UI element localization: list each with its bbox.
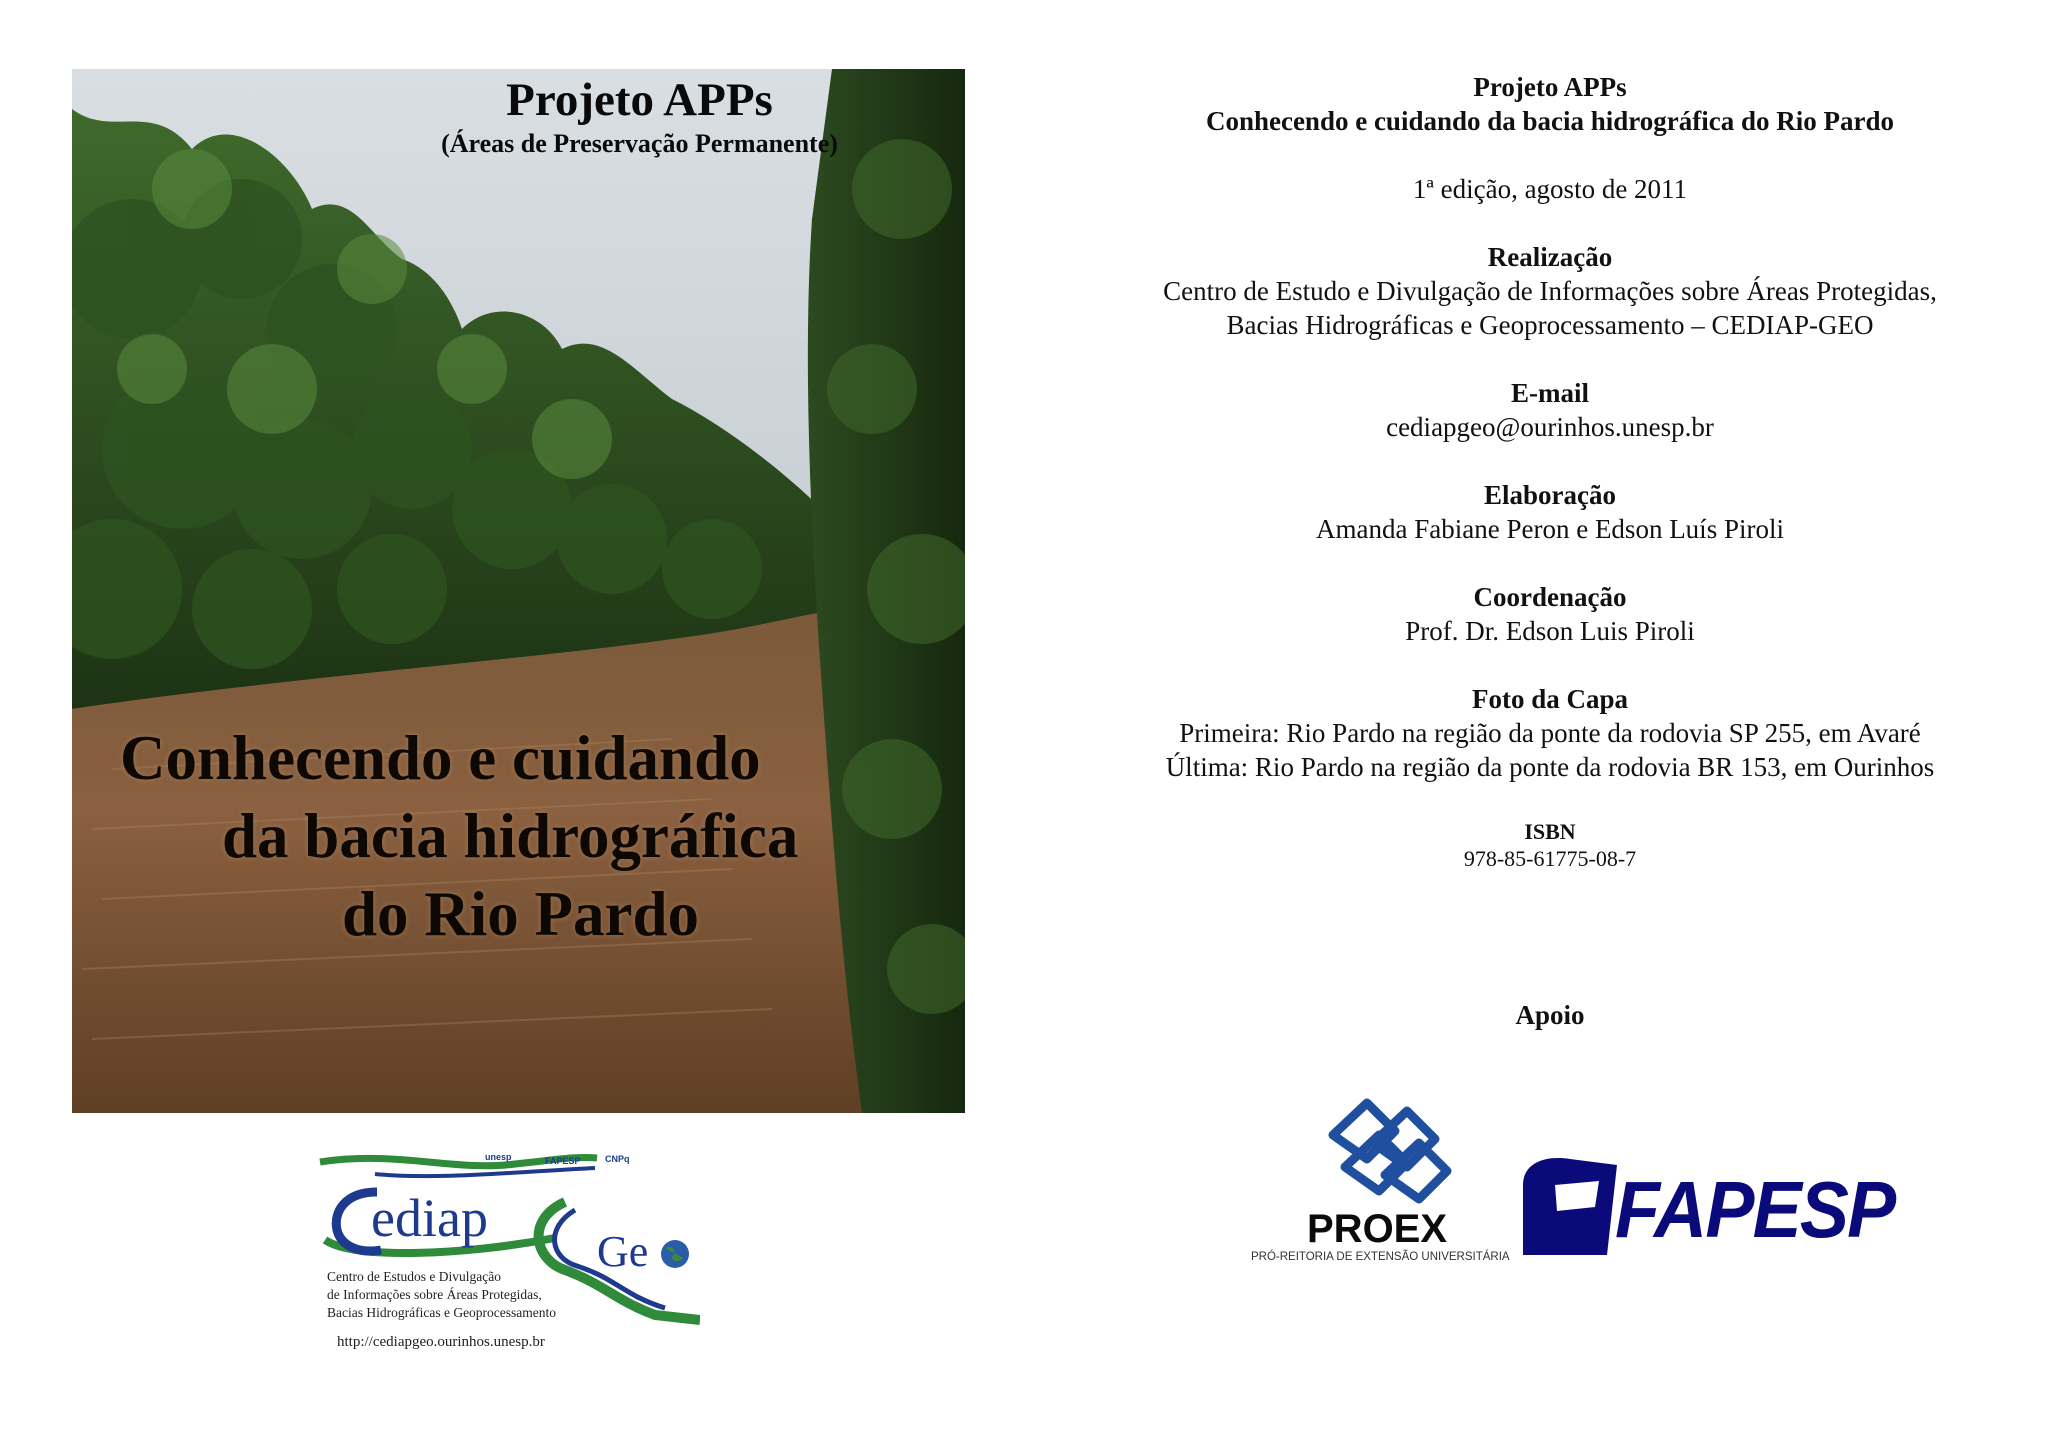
- realizacao-line: Bacias Hidrográficas e Geoprocessamento – CEDIAP-GEO: [1226, 310, 1874, 340]
- fapesp-logo: [1515, 1155, 1895, 1265]
- coordenacao-label: Coordenação: [1473, 582, 1627, 612]
- proex-logo: [1245, 1095, 1515, 1265]
- edition-text: 1ª edição, agosto de 2011: [1412, 174, 1688, 204]
- cediap-url[interactable]: http://cediapgeo.ourinhos.unesp.br: [337, 1334, 545, 1350]
- proex-subtitle: PRÓ-REITORIA DE EXTENSÃO UNIVERSITÁRIA: [1251, 1251, 1510, 1263]
- proex-emblem: [1315, 1095, 1515, 1210]
- isbn-value: 978-85-61775-08-7: [1463, 846, 1637, 871]
- realizacao-label: Realização: [1487, 242, 1613, 272]
- cover-heading-line: da bacia hidrográfica: [222, 801, 799, 871]
- cover-heading-line: Conhecendo e cuidando: [120, 723, 761, 793]
- foto-capa-label: Foto da Capa: [1471, 684, 1628, 714]
- elaboracao-label: Elaboração: [1484, 480, 1616, 510]
- email-label: E-mail: [1511, 378, 1589, 408]
- river-forest-photo: [72, 69, 965, 1113]
- foto-capa-line: Última: Rio Pardo na região da ponte da rodovia BR 153, em Ourinhos: [1165, 752, 1935, 782]
- coordenacao-value: Prof. Dr. Edson Luis Piroli: [1405, 616, 1695, 646]
- foto-capa-line: Primeira: Rio Pardo na região da ponte da rodovia SP 255, em Avaré: [1179, 718, 1921, 748]
- cover-heading: [102, 719, 932, 953]
- proex-name: PROEX: [1307, 1207, 1448, 1251]
- isbn-label: ISBN: [1524, 819, 1576, 844]
- elaboracao-value: Amanda Fabiane Peron e Edson Luís Piroli: [1316, 514, 1784, 544]
- geo-wordmark: Ge: [597, 1227, 649, 1276]
- cover-heading-line: do Rio Pardo: [342, 879, 700, 949]
- svg-text:unesp: unesp: [485, 1152, 512, 1162]
- apoio-label: Apoio: [1515, 1000, 1585, 1030]
- cediap-description: [327, 1268, 627, 1322]
- cover-photo: [72, 69, 965, 1113]
- cediap-description-line: Bacias Hidrográficas e Geoprocessamento: [327, 1305, 557, 1320]
- cover-title: Projeto APPs: [506, 74, 773, 126]
- credits-subtitle: Conhecendo e cuidando da bacia hidrográfica do Rio Pardo: [1205, 106, 1895, 136]
- cediap-geo-logo: [315, 1150, 700, 1360]
- cediap-wordmark: ediap: [371, 1188, 488, 1248]
- cover-subtitle: (Áreas de Preservação Permanente): [441, 129, 838, 158]
- cediap-description-line: de Informações sobre Áreas Protegidas,: [327, 1287, 542, 1302]
- svg-text:CNPq: CNPq: [605, 1154, 630, 1164]
- fapesp-name: FAPESP: [1615, 1165, 1895, 1254]
- realizacao-line: Centro de Estudo e Divulgação de Informações sobre Áreas Protegidas,: [1163, 276, 1937, 306]
- svg-text:FAPESP: FAPESP: [545, 1156, 581, 1166]
- credits-title: Projeto APPs: [1473, 72, 1627, 102]
- email-value[interactable]: cediapgeo@ourinhos.unesp.br: [1386, 412, 1714, 442]
- credits-page: [1090, 70, 2010, 872]
- fapesp-emblem: [1515, 1155, 1625, 1265]
- cediap-description-line: Centro de Estudos e Divulgação: [327, 1269, 501, 1284]
